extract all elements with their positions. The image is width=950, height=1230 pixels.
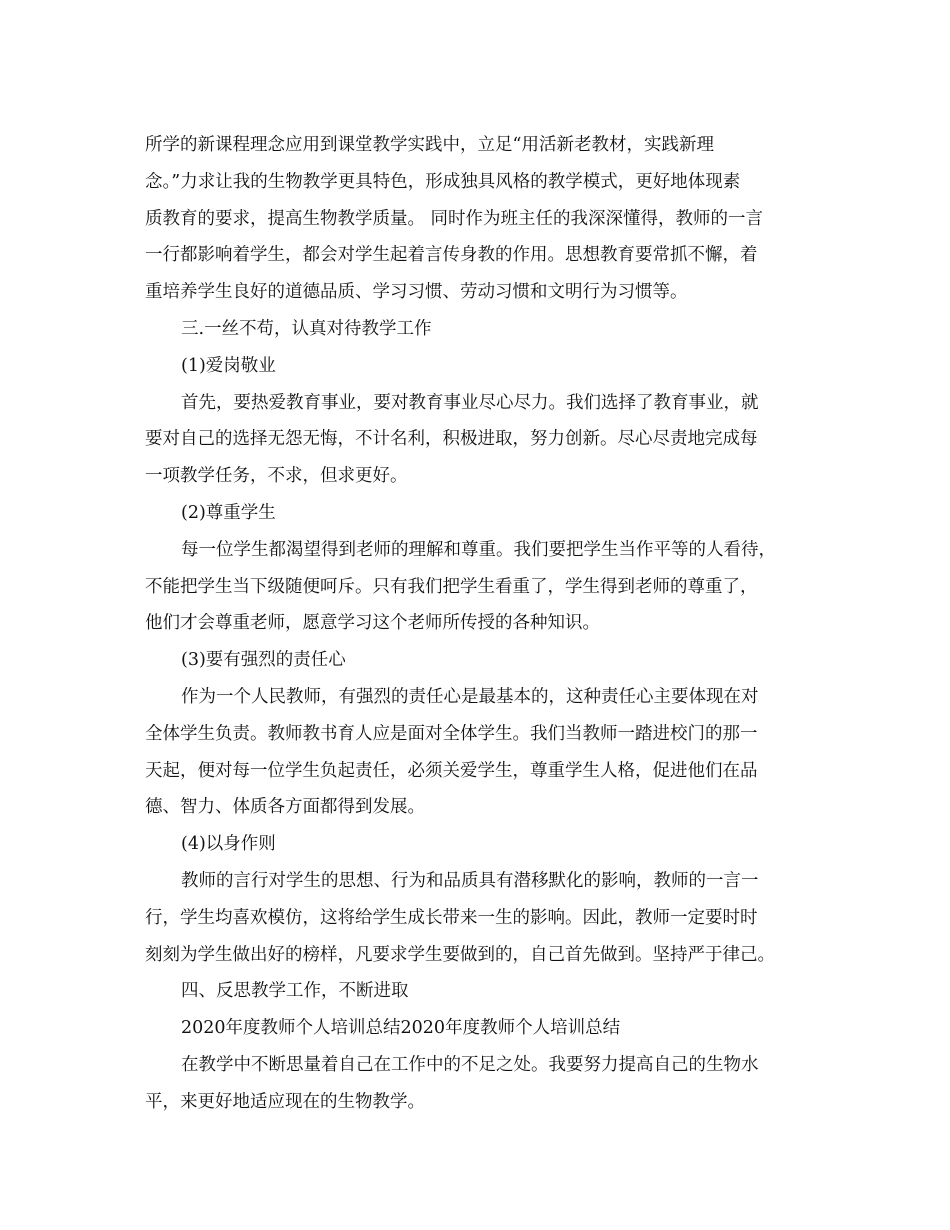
text-line: 一项教学任务，不求，但求更好。 [145, 466, 408, 487]
text-line: 他们才会尊重老师，愿意学习这个老师所传授的各种知识。 [145, 613, 600, 634]
text-line: 刻刻为学生做出好的榜样，凡要求学生要做到的，自己首先做到。坚持严于律己。 [145, 944, 775, 965]
text-line: 不能把学生当下级随便呵斥。只有我们把学生看重了，学生得到老师的尊重了， [145, 576, 758, 597]
text-line: (3)要有强烈的责任心 [181, 650, 346, 671]
text-line: 四、反思教学工作，不断进取 [181, 981, 409, 1002]
text-line: 2020年度教师个人培训总结2020年度教师个人培训总结 [181, 1018, 621, 1039]
text-line: 三.一丝不苟，认真对待教学工作 [181, 318, 432, 339]
text-line: 行，学生均喜欢模仿，这将给学生成长带来一生的影响。因此，教师一定要时时 [145, 907, 758, 928]
text-line: 每一位学生都渴望得到老师的理解和尊重。我们要把学生当作平等的人看待， [181, 539, 776, 560]
text-line: 全体学生负责。教师教书育人应是面对全体学生。我们当教师一踏进校门的那一 [145, 723, 758, 744]
text-line: 平，来更好地适应现在的生物教学。 [145, 1091, 425, 1112]
text-line: (2)尊重学生 [181, 502, 276, 523]
text-line: 重培养学生良好的道德品质、学习习惯、劳动习惯和文明行为习惯等。 [145, 282, 688, 303]
text-line: 所学的新课程理念应用到课堂教学实践中，立足“用活新老教材，实践新理 [145, 135, 714, 155]
text-line: 作为一个人民教师，有强烈的责任心是最基本的，这种责任心主要体现在对 [181, 686, 759, 707]
text-line: 在教学中不断思量着自己在工作中的不足之处。我要努力提高自己的生物水 [181, 1054, 759, 1075]
text-line: 要对自己的选择无怨无悔，不计名利，积极进取，努力创新。尽心尽责地完成每 [145, 429, 758, 450]
text-line: 教师的言行对学生的思想、行为和品质具有潜移默化的影响，教师的一言一 [181, 870, 759, 891]
document-body [145, 127, 813, 1121]
text-line: 念。”力求让我的生物教学更具特色，形成独具风格的教学模式，更好地体现素 [145, 171, 741, 192]
text-line: (1)爱岗敬业 [181, 355, 276, 376]
text-line: 质教育的要求，提高生物教学质量。 同时作为班主任的我深深懂得，教师的一言 [145, 208, 764, 229]
text-line: 一行都影响着学生，都会对学生起着言传身教的作用。思想教育要常抓不懈，着 [145, 245, 758, 266]
text-line: 首先，要热爱教育事业，要对教育事业尽心尽力。我们选择了教育事业，就 [181, 392, 759, 413]
text-line: (4)以身作则 [181, 834, 276, 855]
text-line: 天起，便对每一位学生负起责任，必须关爱学生，尊重学生人格，促进他们在品 [145, 760, 758, 781]
text-line: 德、智力、体质各方面都得到发展。 [145, 797, 425, 818]
